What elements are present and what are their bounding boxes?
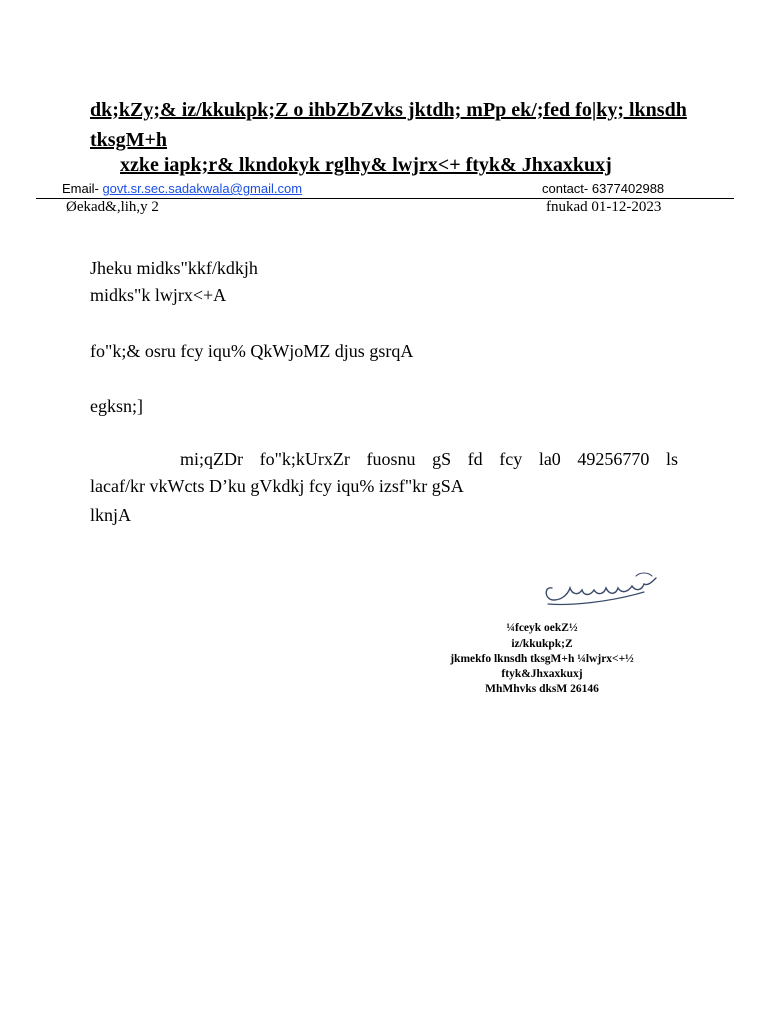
recipient-office: midks"k lwjrx<+A	[90, 285, 227, 305]
letter-date: fnukad 01-12-2023	[546, 199, 662, 215]
recipient-title: Jheku midks"kkf/kdkjh	[90, 258, 258, 278]
email-link[interactable]: govt.sr.sec.sadakwala@gmail.com	[102, 181, 303, 196]
signatory-designation: iz/kkukpk;Z	[511, 638, 573, 650]
signatory-school: jkmekfo lknsdh tksgM+h ¼lwjrx<+½	[450, 653, 634, 665]
email-label: Email-	[62, 181, 103, 196]
contact-phone: contact- 6377402988	[542, 181, 665, 196]
letterhead-title: dk;kZy;& iz/kkukpk;Z o ihbZbZvks jktdh; mPp ek/;fed fo|ky; lknsdh tksgM+h	[90, 99, 687, 151]
handwritten-signature	[540, 566, 664, 610]
signatory-district: ftyk&Jhxaxkuxj	[501, 668, 583, 680]
body-paragraph-text: mi;qZDr fo"k;kUrxZr fuosnu gS fd fcy la0 49256770 ls	[180, 449, 678, 469]
signatory-ddo-code: MhMhvks dksM 26146	[485, 683, 599, 695]
body-paragraph-line2: lacaf/kr vkWcts D’ku gVkdkj fcy iqu% izsf"kr gSA	[90, 476, 464, 496]
letter-subject: fo"k;& osru fcy iqu% QkWjoMZ djus gsrqA	[90, 341, 414, 361]
closing: lknjA	[90, 505, 132, 525]
signatory-name: ¼fceyk oekZ½	[506, 622, 578, 634]
salutation: egksn;]	[90, 396, 143, 416]
reference-number: Øekad&,lih,y 2	[66, 199, 159, 215]
email-line	[62, 180, 302, 197]
letterhead-address: xzke iapk;r& lkndokyk rglhy& lwjrx<+ ftyk& Jhxaxkuxj	[120, 154, 612, 176]
body-paragraph-line1	[90, 447, 678, 471]
